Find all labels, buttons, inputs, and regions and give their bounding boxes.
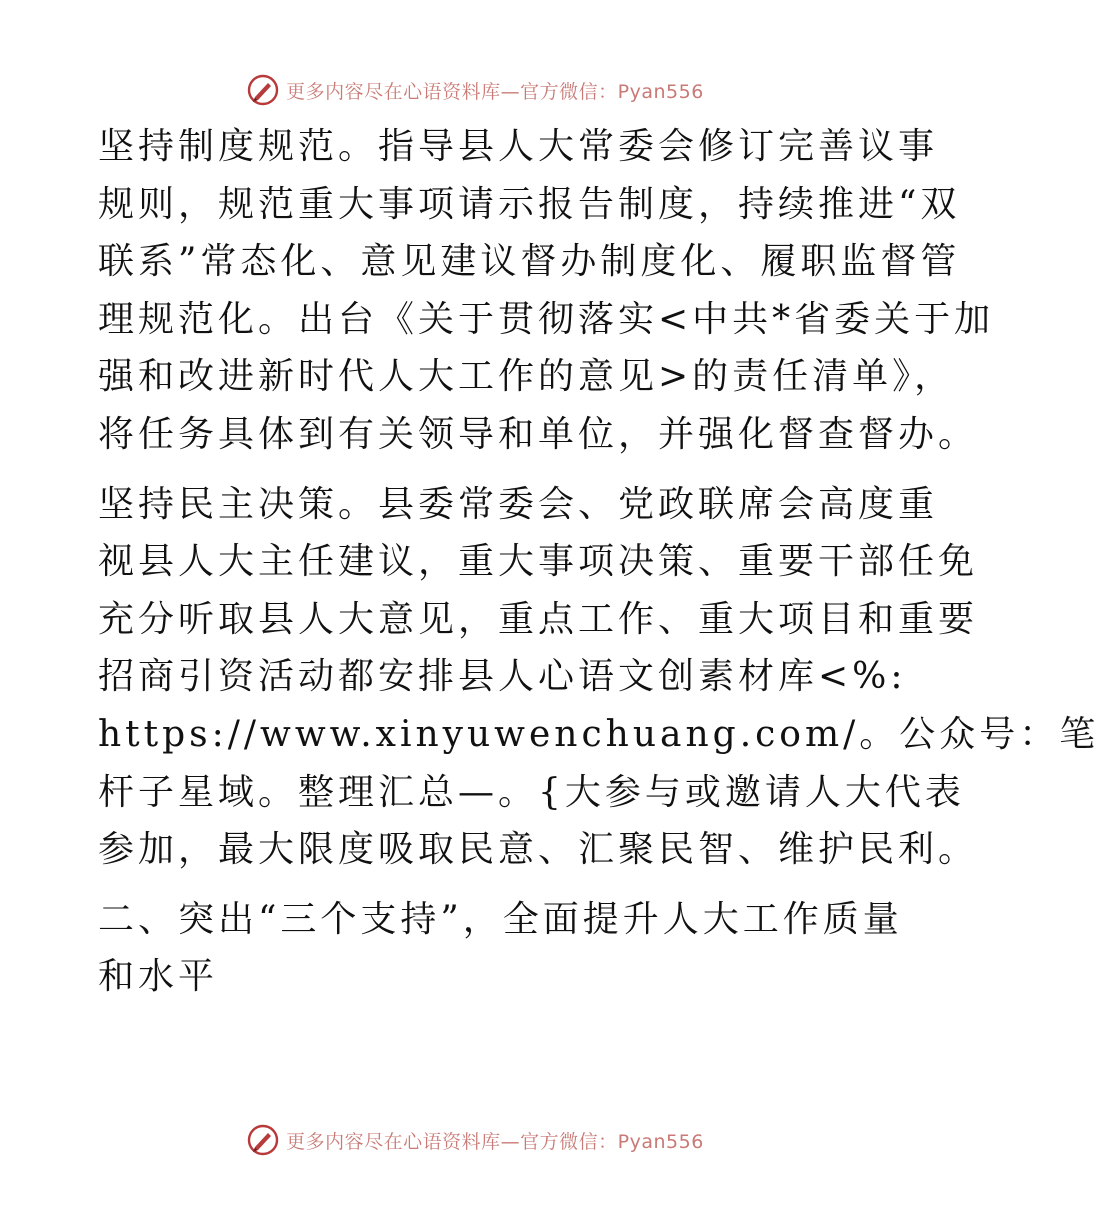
paragraph [98,476,1099,879]
text-line: 充分听取县人大意见，重点工作、重大项目和重要 [98,598,979,640]
text-line: 杆子星域。整理汇总—。{大参与或邀请人大代表 [98,771,965,813]
paragraph [98,891,903,1006]
text-line: 和水平 [98,956,219,998]
text-line: 视县人大主任建议，重大事项决策、重要干部任免 [98,541,979,583]
text-line: 联系”常态化、意见建议督办制度化、履职监督管 [98,241,961,283]
text-line: 将任务具体到有关领导和单位，并强化督查督办。 [98,413,979,455]
text-line: 强和改进新时代人大工作的意见>的责任清单》， [98,356,955,398]
pen-logo-icon [246,1123,280,1157]
text-line: 规则，规范重大事项请示报告制度，持续推进“双 [98,183,961,225]
paragraph [98,118,995,464]
text-line: 招商引资活动都安排县人心语文创素材库<%: [98,656,907,698]
footer-watermark [0,1120,950,1160]
text-line: https://www.xinyuwenchuang.com/。公众号：笔 [98,713,1099,755]
text-line: 二、突出“三个支持”，全面提升人大工作质量 [98,898,903,940]
pen-logo-icon [246,73,280,107]
text-line: 坚持民主决策。县委常委会、党政联席会高度重 [98,483,939,525]
text-line: 理规范化。出台《关于贯彻落实<中共*省委关于加 [98,298,995,340]
watermark-text: 更多内容尽在心语资料库—官方微信：Pyan556 [286,80,704,103]
watermark-text: 更多内容尽在心语资料库—官方微信：Pyan556 [286,1130,704,1153]
document-body [98,118,1099,1018]
header-watermark [0,70,950,110]
text-line: 坚持制度规范。指导县人大常委会修订完善议事 [98,126,939,167]
text-line: 参加，最大限度吸取民意、汇聚民智、维护民利。 [98,829,979,871]
